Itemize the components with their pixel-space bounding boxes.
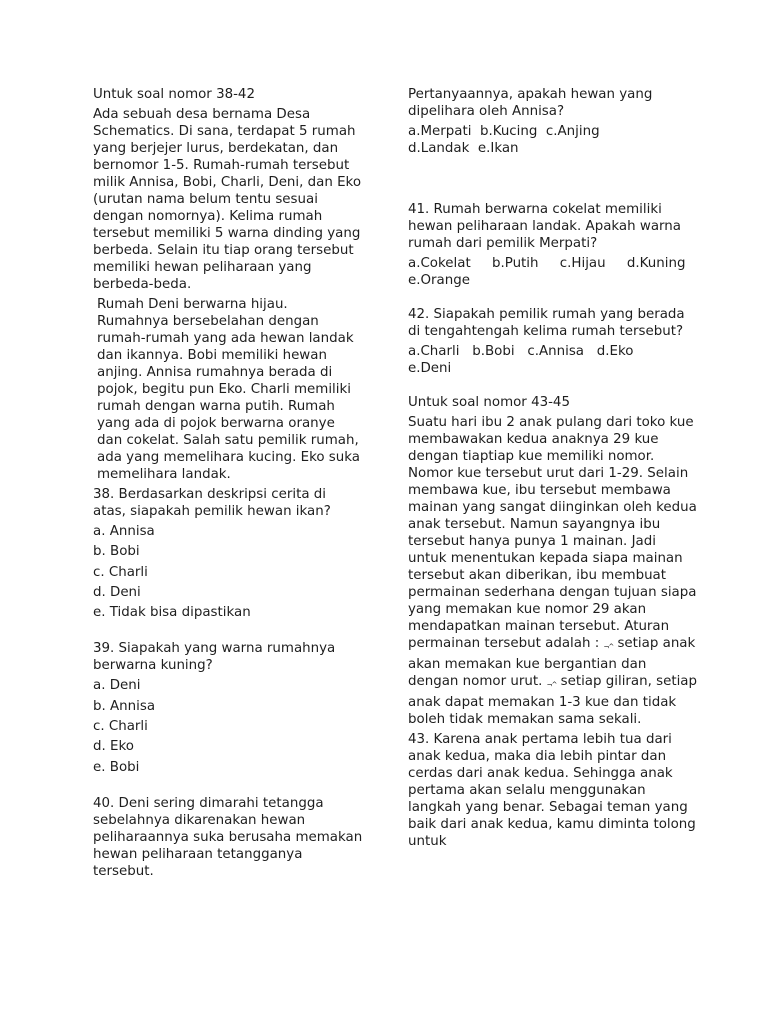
- q39-option-e: e. Bobi: [93, 759, 140, 775]
- q40-options-line-2: d.Landak e.Ikan: [408, 141, 519, 156]
- q39-option-a: a. Deni: [93, 678, 141, 694]
- question-42: 42. Siapakah pemilik rumah yang berada di tengahtengah kelima rumah tersebut?: [408, 307, 685, 339]
- question-41: 41. Rumah berwarna cokelat memiliki hewan peliharaan landak. Apakah warna rumah dari pemilik Merpati?: [408, 202, 681, 251]
- question-39: 39. Siapakah yang warna rumahnya berwarna kuning?: [93, 641, 336, 674]
- clues-paragraph: Rumah Deni berwarna hijau. Rumahnya bersebelahan dengan rumah-rumah yang ada hewan landak dan ikannya. Bobi memiliki hewan anjing. Annisa rumahnya berada di pojok, begitu pun Eko. Charli memiliki rumah dengan warna putih. Rumah yang ada di pojok berwarna oranye dan cokelat. Salah satu pemilik rumah, ada yang memelihara kucing. Eko suka memelihara landak.: [97, 297, 360, 482]
- question-38: 38. Berdasarkan deskripsi cerita di atas, siapakah pemilik hewan ikan?: [93, 487, 331, 519]
- spacer: [408, 160, 698, 201]
- q39-option-c: c. Charli: [93, 719, 148, 735]
- q38-option-e: e. Tidak bisa dipastikan: [93, 605, 251, 621]
- spacer: [408, 292, 698, 306]
- story-part-3: setiap giliran, setiap anak dapat memakan 1-3 kue dan tidak boleh tidak memakan sama sekali.: [408, 674, 698, 727]
- q38-option-a: a. Annisa: [93, 524, 155, 539]
- q41-options-line-2: e.Orange: [408, 273, 470, 288]
- question-43: 43. Karena anak pertama lebih tua dari anak kedua, maka dia lebih pintar dan cerdas dari anak kedua. Sehingga anak pertama akan selalu menggunakan langkah yang benar. Sebagai teman yang baik dari anak kedua, kamu diminta tolong untuk: [408, 732, 696, 849]
- spacer: [408, 380, 698, 394]
- q39-option-b: b. Annisa: [93, 698, 156, 714]
- q39-option-d: d. Eko: [93, 739, 134, 755]
- q38-option-b: b. Bobi: [93, 544, 140, 560]
- intro-paragraph: Ada sebuah desa bernama Desa Schematics. Di sana, terdapat 5 rumah yang berjejer lurus, berdekatan, dan bernomor 1-5. Rumah-rumah tersebut milik Annisa, Bobi, Charli, Deni, dan Eko (urutan nama belum tentu sesuai dengan nomornya). Kelima rumah tersebut memiliki 5 warna dinding yang berbeda. Selain itu tiap orang tersebut memiliki hewan peliharaan yang berbeda-beda.: [93, 107, 362, 292]
- bullet-mark-2: ¬^: [546, 681, 557, 689]
- left-column: [93, 86, 363, 883]
- right-column: [408, 86, 698, 853]
- story-part-1: Suatu hari ibu 2 anak pulang dari toko kue membawakan kedua anaknya 29 kue dengan tiaptiap kue memiliki nomor. Nomor kue tersebut urut dari 1-29. Selain membawa kue, ibu tersebut membawa mainan yang sangat diinginkan oleh kedua anak tersebut. Namun sayangnya ibu tersebut hanya punya 1 mainan. Jadi untuk menentukan kepada siapa mainan tersebut akan diberikan, ibu membuat permainan sederhana dengan tujuan siapa yang memakan kue nomor 29 akan mendapatkan mainan tersebut. Aturan permainan tersebut adalah :: [408, 415, 697, 651]
- q40-options-line-1: a.Merpati b.Kucing c.Anjing: [408, 124, 600, 139]
- spacer: [93, 624, 363, 640]
- story-paragraph: [408, 414, 698, 728]
- q42-options-line-1: a.Charli b.Bobi c.Annisa d.Eko: [408, 344, 634, 359]
- q38-option-d: d. Deni: [93, 584, 141, 600]
- spacer: [93, 779, 363, 795]
- q38-option-c: c. Charli: [93, 564, 148, 580]
- bullet-mark-1: ¬^: [603, 643, 614, 651]
- section-title-38-42: Untuk soal nomor 38-42: [93, 87, 255, 102]
- question-40-continued: Pertanyaannya, apakah hewan yang dipelihara oleh Annisa?: [408, 87, 653, 119]
- section-title-43-45: Untuk soal nomor 43-45: [408, 395, 570, 410]
- question-40: 40. Deni sering dimarahi tetangga sebelahnya dikarenakan hewan peliharaannya suka berusaha memakan hewan peliharaan tetangganya tersebut.: [93, 795, 363, 879]
- story-part-2: setiap anak akan memakan kue bergantian dan dengan nomor urut.: [408, 636, 696, 689]
- q41-options-line-1: a.Cokelat b.Putih c.Hijau d.Kuning: [408, 256, 686, 271]
- q42-options-line-2: e.Deni: [408, 361, 452, 376]
